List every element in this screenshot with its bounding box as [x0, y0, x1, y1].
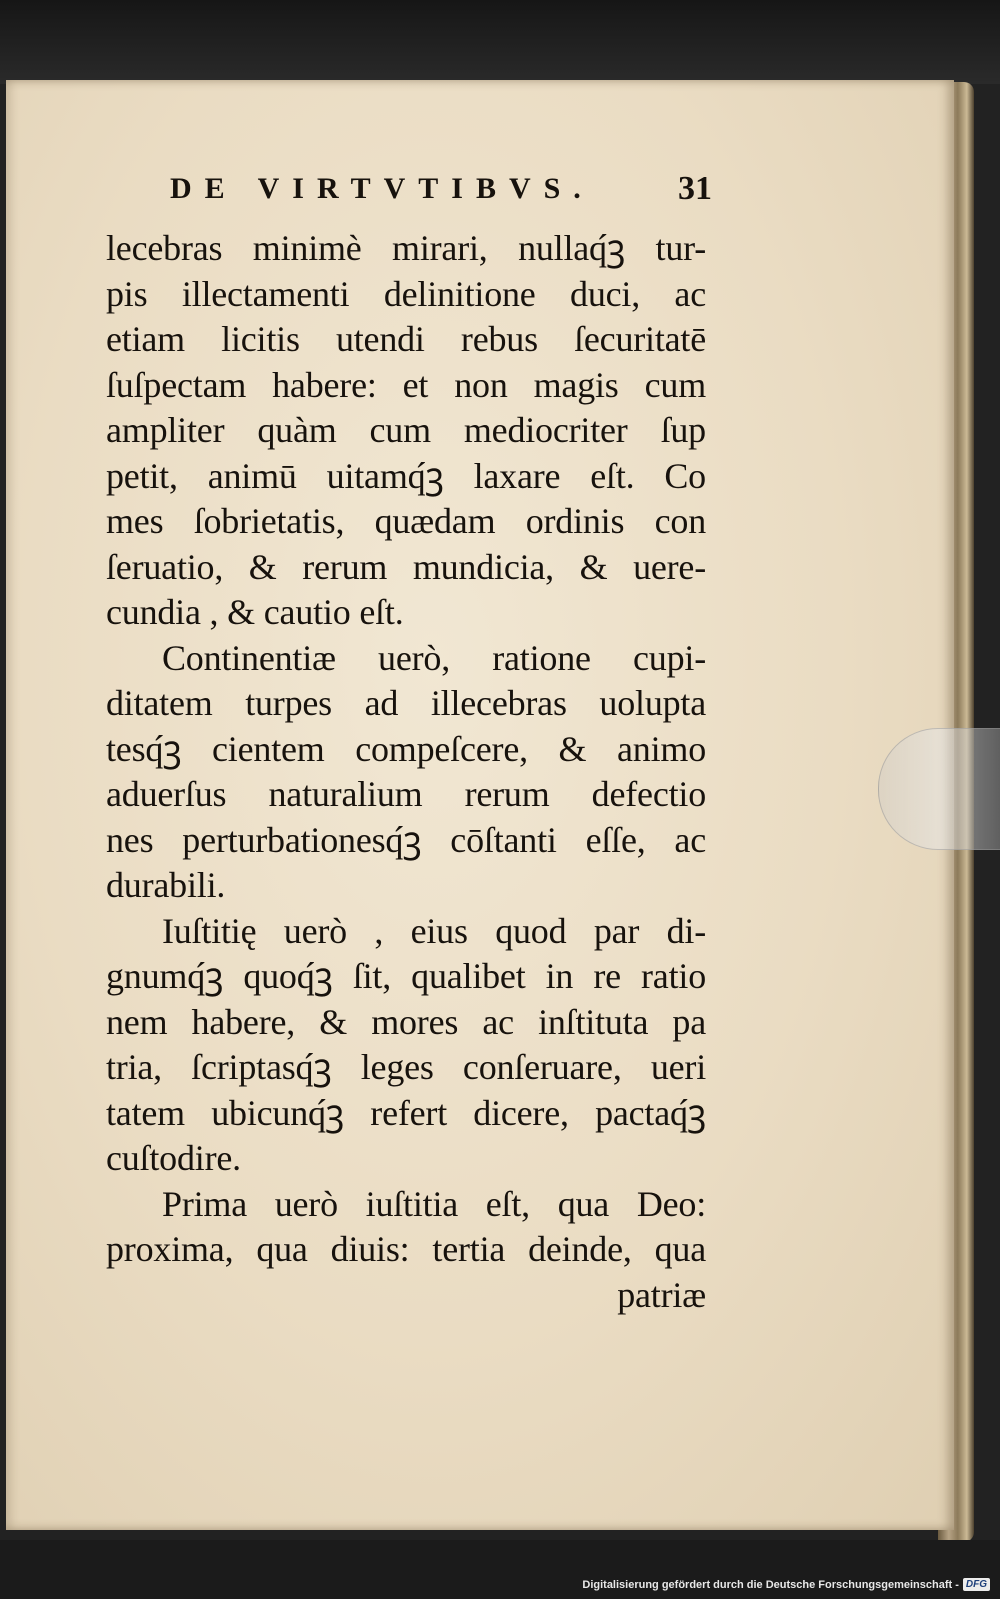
- text-line: tesq́ꝫ cientem compeſcere, & animo: [106, 728, 706, 769]
- footer-text: Digitalisierung gefördert durch die Deutsche Forschungsgemeinschaft -: [582, 1578, 959, 1591]
- running-head: DE VIRTVTIBVS.: [170, 172, 594, 205]
- text-line: tria, ſcriptasq́ꝫ leges conſeruare, ueri: [106, 1047, 706, 1087]
- text-line: aduerſus naturalium rerum defectio: [106, 774, 706, 814]
- text-line: etiam licitis utendi rebus ſecuritatē: [106, 319, 706, 359]
- text-line: durabili.: [106, 865, 226, 905]
- paragraph-start-line: Prima uerò iuſtitia eſt, qua Deo:: [162, 1183, 706, 1224]
- catchword: patriæ: [617, 1274, 706, 1315]
- text-line: ſuſpectam habere: et non magis cum: [106, 364, 706, 405]
- page-number: 31: [678, 170, 712, 207]
- page-header: [106, 160, 712, 226]
- text-line: proxima, qua diuis: tertia deinde, qua: [106, 1229, 706, 1269]
- text-line: ditatem turpes ad illecebras uolupta: [106, 683, 706, 723]
- page-clip: [878, 728, 1000, 850]
- paragraph-start-line: Continentiæ uerò, ratione cupi-: [162, 637, 706, 678]
- footer-credit: [582, 1578, 990, 1591]
- paragraph-start-line: Iuſtitię uerò , eius quod par di-: [162, 910, 706, 951]
- text-line: nem habere, & mores ac inſtituta pa: [106, 1001, 706, 1042]
- text-line: pis illectamenti delinitione duci, ac: [106, 273, 706, 314]
- text-line: tatem ubicunq́ꝫ refert dicere, pactaq́ꝫ: [106, 1092, 706, 1133]
- text-line: cuſtodire.: [106, 1138, 241, 1178]
- text-line: lecebras minimè mirari, nullaq́ꝫ tur-: [106, 228, 706, 268]
- text-line: gnumq́ꝫ quoq́ꝫ ſit, qualibet in re ratio: [106, 956, 706, 996]
- dark-border-top: [0, 0, 1000, 84]
- text-line: cundia , & cautio eſt.: [106, 592, 404, 632]
- text-line: ampliter quàm cum mediocriter ſup: [106, 410, 706, 450]
- text-line: nes perturbationesq́ꝫ cōſtanti eſſe, ac: [106, 819, 706, 860]
- text-line: petit, animū uitamq́ꝫ laxare eſt. Co: [106, 455, 706, 496]
- text-line: ſeruatio, & rerum mundicia, & uere-: [106, 546, 706, 587]
- text-block: [106, 160, 712, 1318]
- text-line: mes ſobrietatis, quædam ordinis con: [106, 501, 706, 541]
- dfg-logo: DFG: [963, 1578, 990, 1591]
